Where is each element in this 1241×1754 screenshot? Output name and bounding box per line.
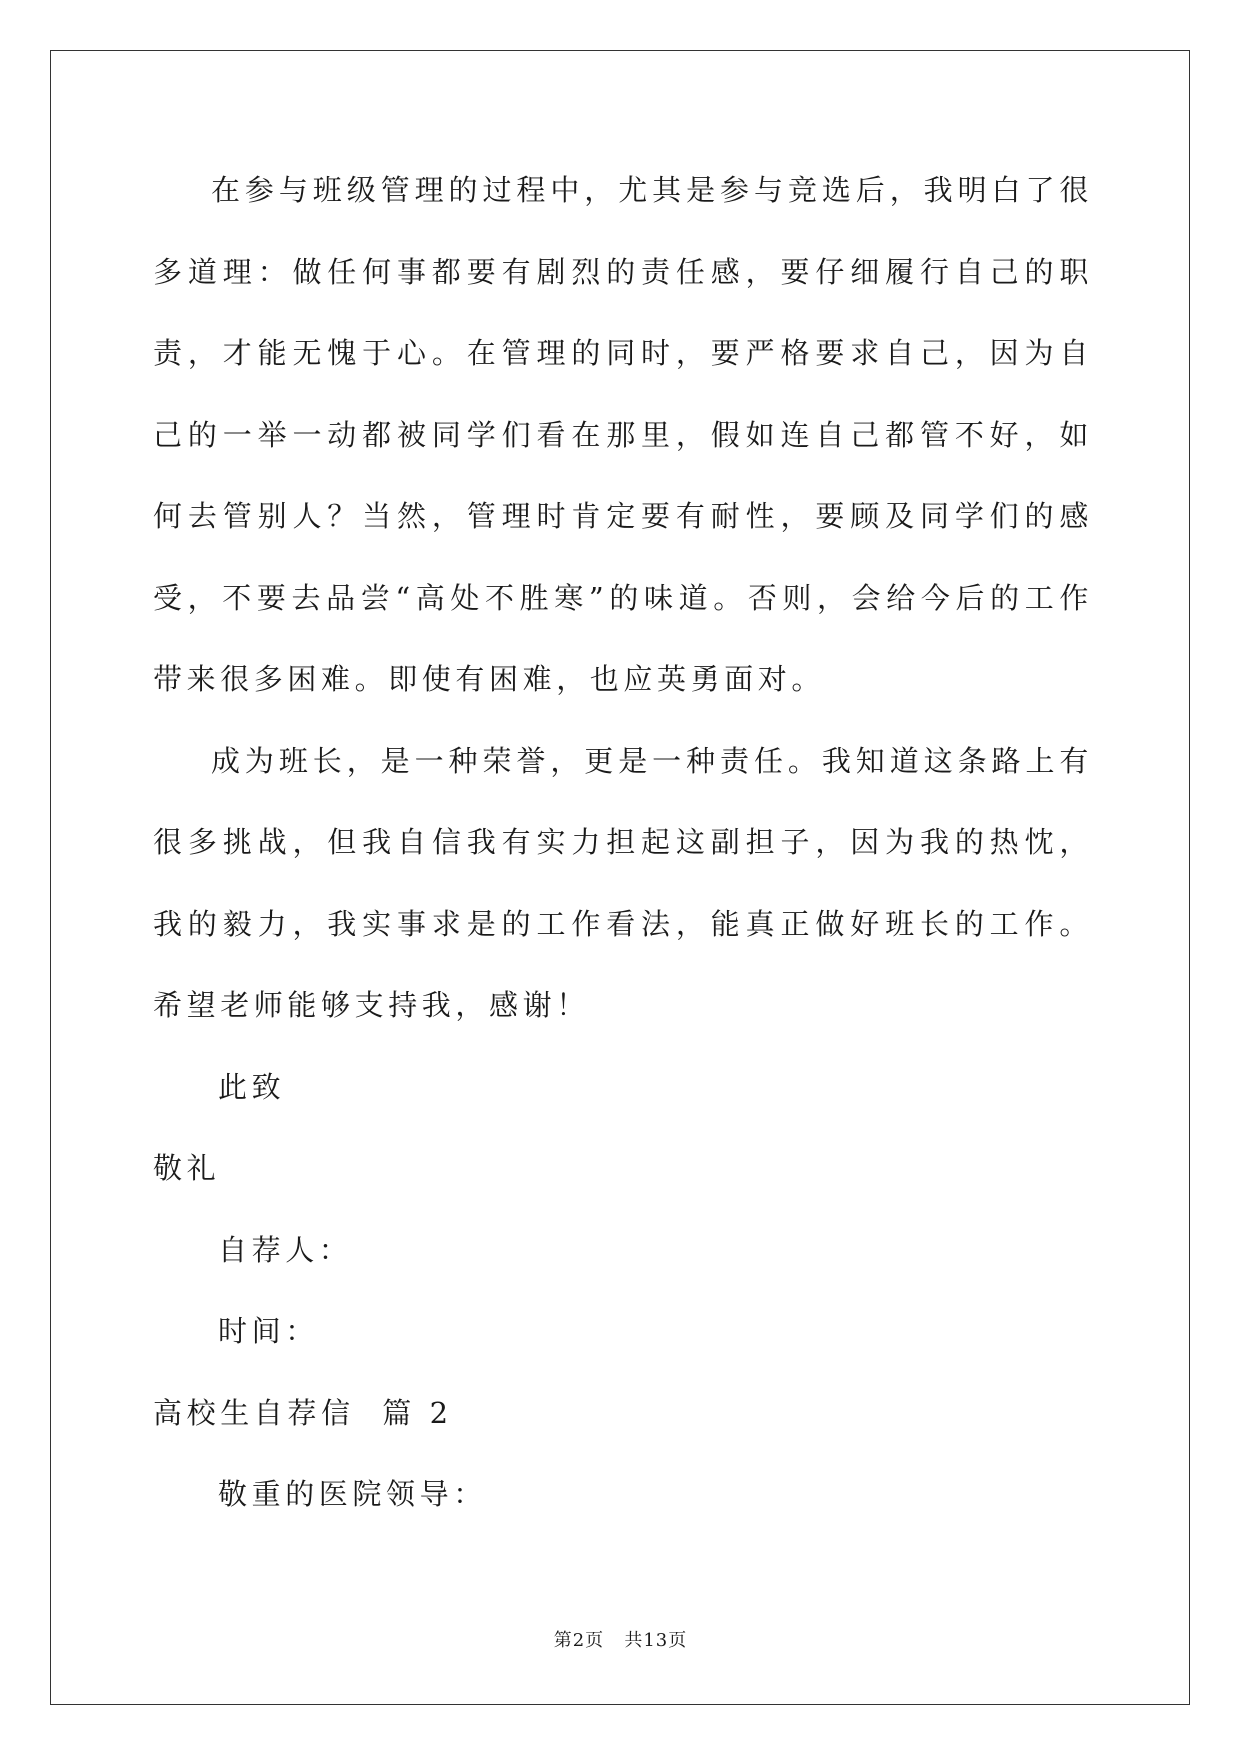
document-body [153, 150, 1093, 1536]
body-paragraph-1: 在参与班级管理的过程中，尤其是参与竞选后，我明白了很多道理：做任何事都要有剧烈的责任感，要仔细履行自己的职责，才能无愧于心。在管理的同时，要严格要求自己，因为自己的一举一动都被同学们看在那里，假如连自己都管不好，如何去管别人？当然，管理时肯定要有耐性，要顾及同学们的感受，不要去品尝“高处不胜寒”的味道。否则，会给今后的工作带来很多困难。即使有困难，也应英勇面对。 [153, 173, 1093, 696]
closing-salute: 敬礼 [153, 1151, 221, 1185]
closing-greeting: 此致 [218, 1069, 286, 1104]
salutation: 敬重的医院领导： [218, 1477, 487, 1511]
signer-label: 自荐人： [218, 1232, 353, 1267]
page-footer: 第2页 共13页 [553, 1630, 688, 1651]
date-label: 时间： [218, 1314, 319, 1348]
body-paragraph-2: 成为班长，是一种荣誉，更是一种责任。我知道这条路上有很多挑战，但我自信我有实力担起这副担子，因为我的热忱，我的毅力，我实事求是的工作看法，能真正做好班长的工作。希望老师能够支持我，感谢！ [153, 743, 1093, 1022]
section-title: 高校生自荐信 篇 2 [153, 1395, 453, 1430]
